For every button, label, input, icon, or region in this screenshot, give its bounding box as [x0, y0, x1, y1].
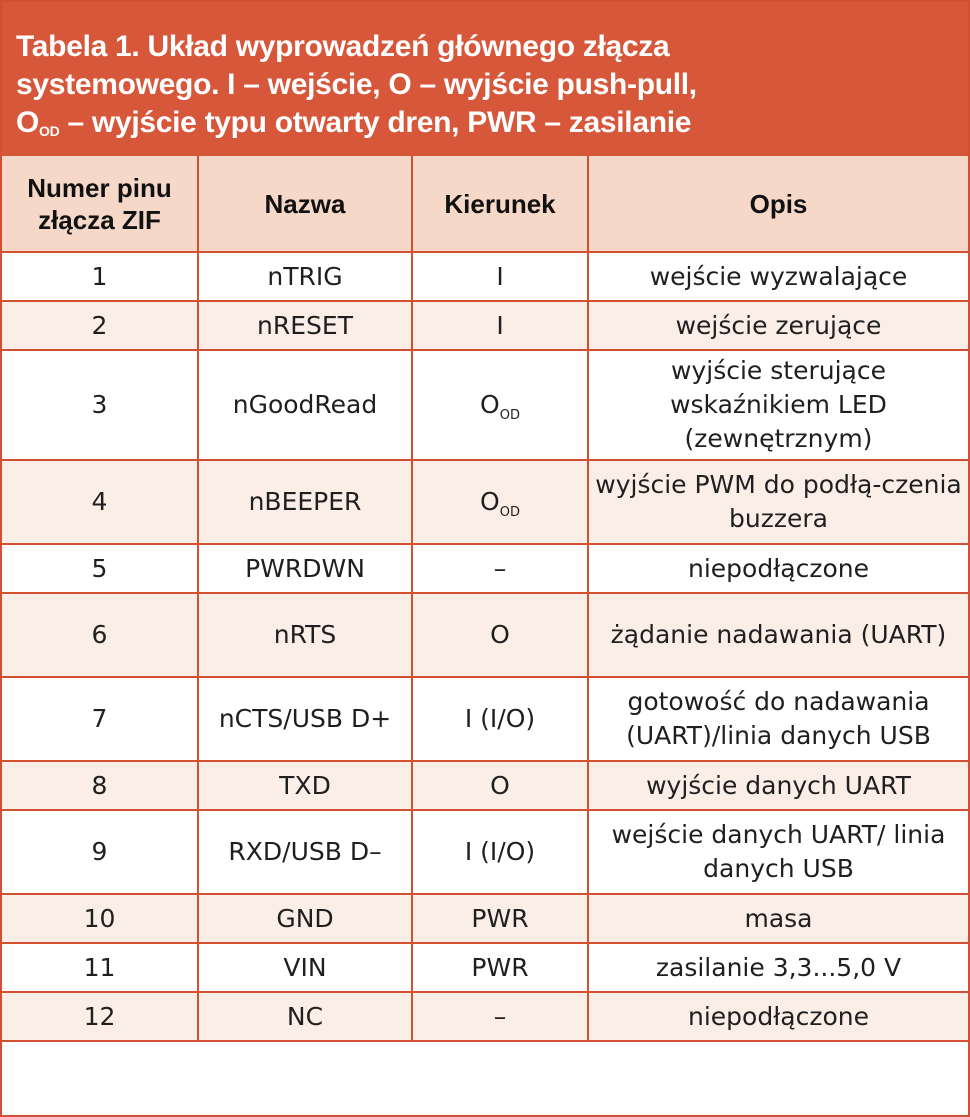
- signal-name-cell: nTRIG: [198, 252, 412, 301]
- signal-name-cell: nRTS: [198, 593, 412, 677]
- description-cell: wyjście PWM do podłą-czenia buzzera: [588, 460, 968, 544]
- description-cell: masa: [588, 894, 968, 943]
- pin-number-cell: 8: [2, 761, 198, 810]
- table-row: [2, 460, 968, 544]
- table-row: [2, 350, 968, 460]
- table-row: [2, 593, 968, 677]
- direction-cell: [412, 677, 588, 761]
- table-caption: [2, 2, 968, 156]
- pin-number-cell: 4: [2, 460, 198, 544]
- pin-number-cell: 11: [2, 943, 198, 992]
- direction-subscript: OD: [499, 505, 520, 520]
- table-row: [2, 894, 968, 943]
- pin-number-cell: 1: [2, 252, 198, 301]
- direction-symbol: O: [490, 620, 510, 649]
- direction-symbol: O: [490, 770, 510, 800]
- pin-number-cell: 9: [2, 810, 198, 894]
- signal-name-cell: TXD: [198, 761, 412, 810]
- signal-name-cell: GND: [198, 894, 412, 943]
- table-row: [2, 677, 968, 761]
- signal-name-cell: nGoodRead: [198, 350, 412, 460]
- signal-name-cell: PWRDWN: [198, 544, 412, 593]
- caption-line-2: systemowego. I – wejście, O – wyjście push-pull,: [16, 68, 697, 101]
- direction-symbol: O: [480, 390, 500, 419]
- caption-line-3-text: – wyjście typu otwarty dren, PWR – zasilanie: [59, 106, 692, 139]
- direction-cell: [412, 460, 588, 544]
- direction-cell: [412, 350, 588, 460]
- header-name: Nazwa: [198, 156, 412, 252]
- description-cell: gotowość do nadawania (UART)/linia danych USB: [588, 677, 968, 761]
- direction-symbol: –: [493, 553, 507, 583]
- direction-cell: [412, 252, 588, 301]
- direction-cell: [412, 761, 588, 810]
- description-cell: niepodłączone: [588, 992, 968, 1041]
- pin-number-cell: 2: [2, 301, 198, 350]
- pin-number-cell: 12: [2, 992, 198, 1041]
- signal-name-cell: nBEEPER: [198, 460, 412, 544]
- description-cell: niepodłączone: [588, 544, 968, 593]
- direction-symbol: –: [493, 1001, 507, 1031]
- caption-line-1: Tabela 1. Układ wyprowadzeń głównego złącza: [16, 30, 670, 63]
- direction-symbol: I (I/O): [464, 704, 536, 733]
- table-row: [2, 252, 968, 301]
- table-body: [2, 252, 968, 1041]
- table-row: [2, 301, 968, 350]
- direction-cell: [412, 894, 588, 943]
- direction-symbol: I: [496, 310, 504, 340]
- caption-od-subscript: OD: [39, 123, 60, 139]
- direction-cell: [412, 810, 588, 894]
- direction-cell: [412, 992, 588, 1041]
- direction-cell: [412, 301, 588, 350]
- caption-line-3: [16, 104, 958, 142]
- direction-subscript: OD: [499, 408, 520, 423]
- direction-symbol: PWR: [471, 903, 529, 933]
- direction-symbol: PWR: [471, 952, 529, 982]
- pinout-table: [2, 156, 968, 1042]
- description-cell: wyjście sterujące wskaźnikiem LED (zewnętrznym): [588, 350, 968, 460]
- header-pin-number: Numer pinu złącza ZIF: [2, 156, 198, 252]
- caption-o-symbol: O: [16, 106, 40, 139]
- table-row: [2, 810, 968, 894]
- direction-symbol: I (I/O): [464, 837, 536, 866]
- direction-cell: [412, 544, 588, 593]
- signal-name-cell: VIN: [198, 943, 412, 992]
- signal-name-cell: nCTS/USB D+: [198, 677, 412, 761]
- pin-number-cell: 6: [2, 593, 198, 677]
- pin-number-cell: 3: [2, 350, 198, 460]
- pin-number-cell: 7: [2, 677, 198, 761]
- pin-number-cell: 10: [2, 894, 198, 943]
- description-cell: zasilanie 3,3...5,0 V: [588, 943, 968, 992]
- table-row: [2, 544, 968, 593]
- table-row: [2, 761, 968, 810]
- description-cell: wejście zerujące: [588, 301, 968, 350]
- signal-name-cell: nRESET: [198, 301, 412, 350]
- table-row: [2, 943, 968, 992]
- signal-name-cell: RXD/USB D–: [198, 810, 412, 894]
- table-row: [2, 992, 968, 1041]
- header-direction: Kierunek: [412, 156, 588, 252]
- direction-symbol: O: [480, 487, 500, 516]
- description-cell: wejście danych UART/ linia danych USB: [588, 810, 968, 894]
- description-cell: wejście wyzwalające: [588, 252, 968, 301]
- signal-name-cell: NC: [198, 992, 412, 1041]
- pin-number-cell: 5: [2, 544, 198, 593]
- description-cell: wyjście danych UART: [588, 761, 968, 810]
- description-cell: żądanie nadawania (UART): [588, 593, 968, 677]
- header-row: [2, 156, 968, 252]
- direction-cell: [412, 943, 588, 992]
- direction-cell: [412, 593, 588, 677]
- direction-symbol: I: [496, 261, 504, 291]
- header-description: Opis: [588, 156, 968, 252]
